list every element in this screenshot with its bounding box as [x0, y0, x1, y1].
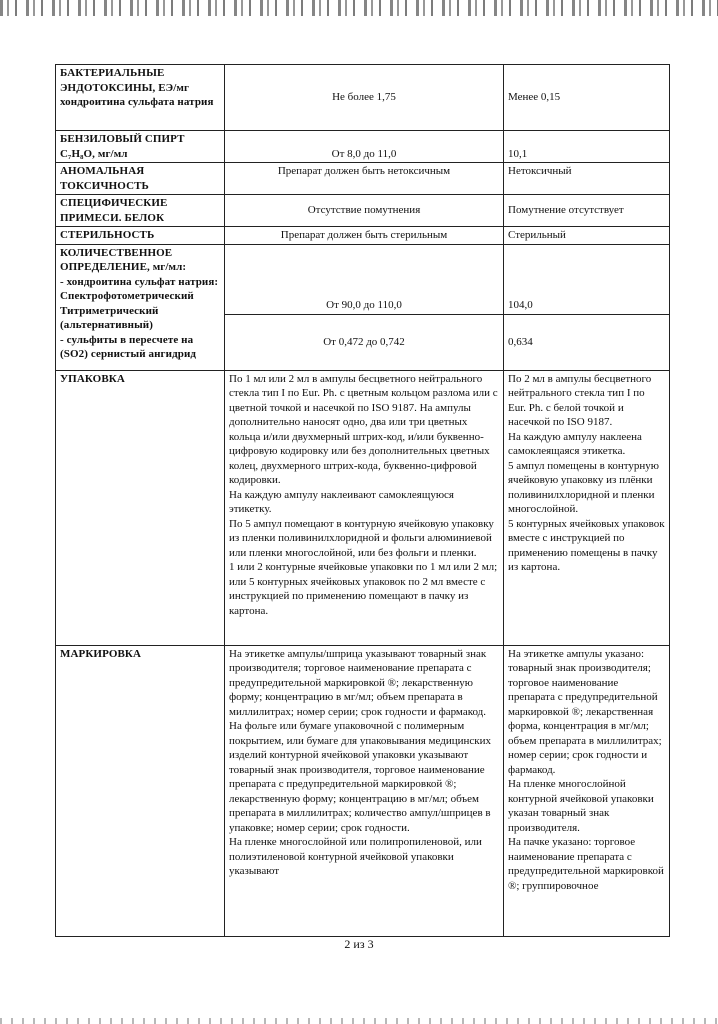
table-row: [56, 370, 670, 645]
table-row: [56, 244, 670, 314]
table-row: [56, 227, 670, 245]
param-packaging: УПАКОВКА: [56, 370, 225, 645]
specification-table: [55, 64, 670, 937]
norm-endotoxins: Не более 1,75: [225, 65, 504, 131]
param-benzyl-alcohol: БЕНЗИЛОВЫЙ СПИРТ C₇H₈O, мг/мл: [56, 131, 225, 163]
result-assay-chondroitin: 104,0: [504, 244, 670, 314]
table-row: [56, 195, 670, 227]
norm-packaging: По 1 мл или 2 мл в ампулы бесцветного нейтрального стекла тип I по Eur. Ph. с цветным кольцом разлома или с цветной точкой и насечкой по ISO 9187. На ампулы дополнительно наносят одно, два или три цветных кольца и/или двухмерный штрих-код, и/или буквенно-цифровую кодировку или без дополнительных цветных колец, двухмерного штрих-кода, буквенно-цифровой кодировки. На каждую ампулу наклеивают самоклеящуюся этикетку. По 5 ампул помещают в контурную ячейковую упаковку из пленки поливинилхлоридной и фольги алюминиевой или пленки многослойной, или без фольги и пленки. 1 или 2 контурные ячейковые упаковки по 1 мл или 2 мл; или 5 контурных ячейковых упаковок по 2 мл вместе с инструкцией по применению помещают в пачку из картона.: [225, 370, 504, 645]
param-protein-impurities: СПЕЦИФИЧЕСКИЕ ПРИМЕСИ. БЕЛОК: [56, 195, 225, 227]
norm-protein-impurities: Отсутствие помутнения: [225, 195, 504, 227]
result-toxicity: Нетоксичный: [504, 163, 670, 195]
result-sterility: Стерильный: [504, 227, 670, 245]
norm-assay-sulfites: От 0,472 до 0,742: [225, 314, 504, 370]
result-packaging: По 2 мл в ампулы бесцветного нейтрального стекла тип I по Eur. Ph. с белой точкой и насечкой по ISO 9187. На каждую ампулу наклеена самоклеящаяся этикетка. 5 ампул помещены в контурную ячейковую упаковку из плёнки поливинилхлоридной и пленки многослойной. 5 контурных ячейковых упаковок вместе с инструкцией по применению помещены в пачку из картона.: [504, 370, 670, 645]
result-assay-sulfites: 0,634: [504, 314, 670, 370]
result-marking: На этикетке ампулы указано: товарный знак производителя; торговое наименование препарата с предупредительной маркировкой ®; лекарственная форма, концентрация в мг/мл; объем препарата в миллилитрах; номер серии; срок годности и фармакод. На пленке многослойной контурной ячейковой упаковки указан товарный знак производителя. На пачке указано: торговое наименование препарата с предупредительной маркировкой ®; группировочное: [504, 645, 670, 936]
param-toxicity: АНОМАЛЬНАЯ ТОКСИЧНОСТЬ: [56, 163, 225, 195]
norm-sterility: Препарат должен быть стерильным: [225, 227, 504, 245]
norm-toxicity: Препарат должен быть нетоксичным: [225, 163, 504, 195]
param-marking: МАРКИРОВКА: [56, 645, 225, 936]
table-row: [56, 163, 670, 195]
table-row: [56, 645, 670, 936]
scan-noise-top: [0, 0, 718, 16]
result-benzyl-alcohol: 10,1: [504, 131, 670, 163]
table-row: [56, 65, 670, 131]
norm-benzyl-alcohol: От 8,0 до 11,0: [225, 131, 504, 163]
norm-marking: На этикетке ампулы/шприца указывают товарный знак производителя; торговое наименование препарата с предупредительной маркировкой ®; лекарственную форму; концентрацию в мг/мл; объем препарата в миллилитрах; номер серии; срок годности и фармакод. На фольге или бумаге упаковочной с полимерным покрытием, или бумаге для упаковывания медицинских изделий контурной ячейковой упаковки указывают товарный знак производителя, торговое наименование препарата с предупредительной маркировкой ®; лекарственную форму; концентрацию в мг/мл; объем препарата в миллилитрах; количество ампул/шприцев в упаковке; номер серии; срок годности. На пленке многослойной или полипропиленовой, или полиэтиленовой контурной ячейковой упаковки указывают: [225, 645, 504, 936]
result-endotoxins: Менее 0,15: [504, 65, 670, 131]
param-assay: КОЛИЧЕСТВЕННОЕ ОПРЕДЕЛЕНИЕ, мг/мл: - хондроитина сульфат натрия: Спектрофотометрический Титриметрический (альтернативный) - сульфиты в пересчете на (SO2) сернистый ангидрид: [56, 244, 225, 370]
result-protein-impurities: Помутнение отсутствует: [504, 195, 670, 227]
param-sterility: СТЕРИЛЬНОСТЬ: [56, 227, 225, 245]
norm-assay-chondroitin: От 90,0 до 110,0: [225, 244, 504, 314]
page-number: 2 из 3: [344, 937, 374, 951]
param-endotoxins: БАКТЕРИАЛЬНЫЕ ЭНДОТОКСИНЫ, ЕЭ/мг хондроитина сульфата натрия: [56, 65, 225, 131]
table-row: [56, 131, 670, 163]
scan-noise-bottom: [0, 1018, 718, 1024]
